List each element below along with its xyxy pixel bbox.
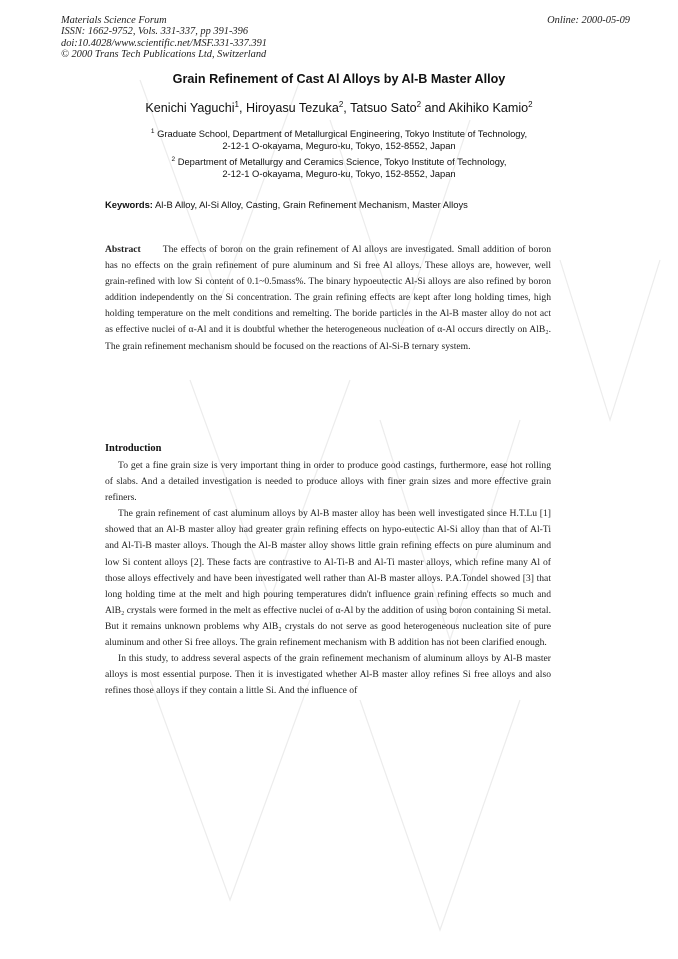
abstract xyxy=(105,242,551,355)
author-name: Kenichi Yaguchi xyxy=(145,101,235,116)
copyright-line: © 2000 Trans Tech Publications Ltd, Switzerland xyxy=(61,49,267,61)
paragraph: To get a fine grain size is very important thing in order to produce good castings, furthermore, ease hot rolling of slabs. And a detailed investigation is needed to produce alloys with finer grain sizes and more effective grain refiners. xyxy=(105,460,551,504)
paragraph: The grain refinement of cast aluminum alloys by Al-B master alloy has been well investigated since H.T.Lu [1] showed that an Al-B master alloy had greater grain refining effects on hypo-eutectic Al-Si alloy than that of Al-Ti and Al-Ti-B master alloys. Though the Al-B master alloy shows little grain refining effects on pure aluminum and low Si content alloys [2]. These facts are contrastive to Al-Ti-B and Al-Ti master alloys, which refine many Al of those alloys effectively and have been investigated well rather than Al-B master alloys. P.A.Tondel showed [3] that long holding time at the melt and high pouring temperatures didn't influence grain refining effects so much and AlB₂ crystals were formed in the melt as effective nuclei of α-Al by the addition of using boron containing Si metal. But it remains unknown problems why AlB₂ crystals do not serve as good heterogeneous nucleation site of pure aluminum and other Si free alloys. The grain refinement mechanism with B addition has not been clarified enough. xyxy=(105,508,551,649)
keywords xyxy=(105,199,468,210)
author-affil-mark: 2 xyxy=(528,100,533,109)
affiliation-mark: 2 xyxy=(171,156,176,163)
doi-line: doi:10.4028/www.scientific.net/MSF.331-337.391 xyxy=(61,37,267,49)
author-separator: , xyxy=(343,101,351,116)
author-affil-mark: 1 xyxy=(234,100,239,109)
author-name: Tatsuo Sato xyxy=(350,101,417,116)
abstract-heading: Abstract xyxy=(105,244,141,255)
paragraph: In this study, to address several aspects of the grain refinement mechanism of aluminum alloys by Al-B master alloys is most essential purpose. Then it is investigated whether Al-B master alloy refines Si free alloys and also refines those alloys if they contain a little Si. And the influence of xyxy=(105,653,551,697)
affiliation-line: Graduate School, Department of Metallurgical Engineering, Tokyo Institute of Technology, xyxy=(157,128,528,140)
affiliation-2 xyxy=(0,154,678,181)
author-separator: , xyxy=(238,101,246,116)
paper-title: Grain Refinement of Cast Al Alloys by Al-B Master Alloy xyxy=(172,72,506,86)
affiliation-address: 2-12-1 O-okayama, Meguro-ku, Tokyo, 152-8552, Japan xyxy=(222,168,456,180)
affiliation-1 xyxy=(0,126,678,153)
author-list xyxy=(0,100,678,115)
author-affil-mark: 2 xyxy=(338,100,344,109)
introduction-body xyxy=(105,458,551,699)
keywords-list: Al-B Alloy, Al-Si Alloy, Casting, Grain Refinement Mechanism, Master Alloys xyxy=(155,199,468,210)
online-date: Online: 2000-05-09 xyxy=(547,15,630,26)
abstract-text: The effects of boron on the grain refinement of Al alloys are investigated. Small addition of boron has no effects on the grain refinement of pure aluminum and Si free Al alloys. These alloys are, however, well grain-refined with low Si content of 0.1~0.5mass%. The binary hypoeutectic Al-Si alloys are also refined by boron addition independently on the Si concentration. The grain refining effects are kept after long holding times, high holding temperature on the melt conditions and remelting. The boride particles in the Al-B master alloy do not act as effective nuclei of α-Al and it is doubtful whether the heterogeneous nucleation of α-Al occurs directly on AlB₂. The grain refinement mechanism should be focused on the reactions of Al-Si-B ternary system. xyxy=(105,244,551,352)
affiliation-line: Department of Metallurgy and Ceramics Science, Tokyo Institute of Technology, xyxy=(177,156,507,168)
author-name: Hiroyasu Tezuka xyxy=(245,101,339,116)
affiliation-mark: 1 xyxy=(150,128,155,135)
journal-header xyxy=(61,15,267,61)
author-and: and xyxy=(421,101,449,116)
journal-name: Materials Science Forum xyxy=(61,15,167,26)
issn-line: ISSN: 1662-9752, Vols. 331-337, pp 391-396 xyxy=(61,26,249,38)
author-name: Akihiko Kamio xyxy=(448,101,529,116)
affiliation-address: 2-12-1 O-okayama, Meguro-ku, Tokyo, 152-8552, Japan xyxy=(222,140,456,152)
introduction-heading: Introduction xyxy=(105,443,162,454)
keywords-label: Keywords: xyxy=(105,199,153,210)
author-affil-mark: 2 xyxy=(416,100,422,109)
